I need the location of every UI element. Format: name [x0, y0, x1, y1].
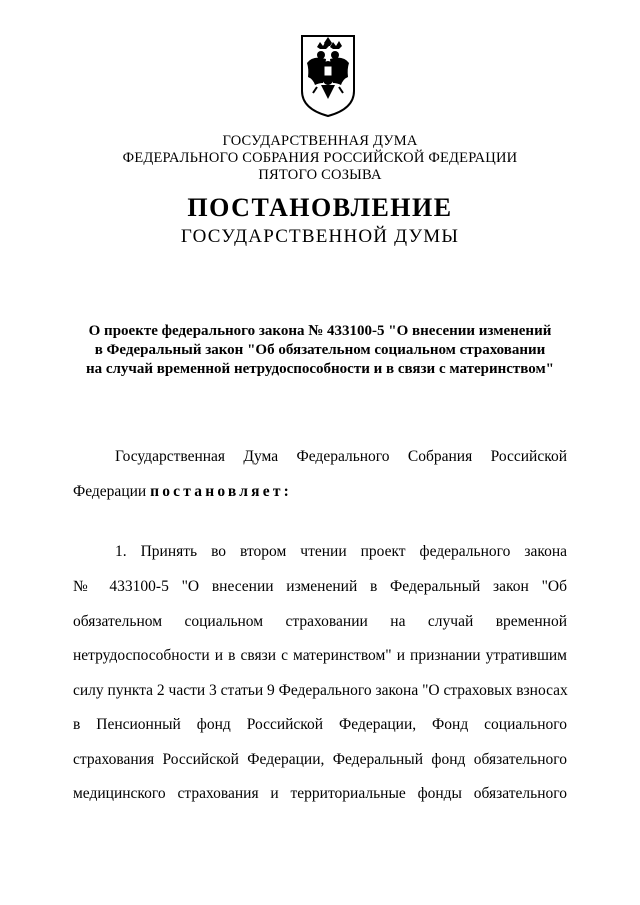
paragraph1-line5: силу пункта 2 части 3 статьи 9 Федерального закона "О страховых взносах	[73, 682, 568, 699]
convocation: ПЯТОГО СОЗЫВА	[258, 167, 382, 183]
paragraph-text: Принять во втором чтении проект федерального закона	[140, 543, 567, 560]
paragraph1-line1	[115, 542, 567, 562]
subject-line1: О проекте федерального закона № 433100-5 "О внесении изменений	[88, 323, 552, 339]
paragraph1-line8: медицинского страхования и территориальные фонды обязательного	[73, 785, 567, 802]
russian-coat-of-arms-icon	[299, 33, 357, 118]
org-name-line1: ГОСУДАРСТВЕННАЯ ДУМА	[222, 133, 418, 149]
document-issuer: ГОСУДАРСТВЕННОЙ ДУМЫ	[180, 226, 460, 247]
intro-line2	[73, 482, 567, 502]
paragraph1-line2: № 433100-5 "О внесении изменений в Федеральный закон "Об	[73, 578, 567, 595]
intro-federation: Федерации	[73, 483, 147, 500]
subject-line2: в Федеральный закон "Об обязательном социальном страховании	[94, 342, 546, 358]
paragraph1-line4: нетрудоспособности и в связи с материнством" и признании утратившим	[73, 647, 567, 664]
paragraph1-line6: в Пенсионный фонд Российской Федерации, Фонд социального	[73, 716, 567, 733]
subject-line3: на случай временной нетрудоспособности и в связи с материнством"	[85, 361, 555, 377]
paragraph1-line7: страхования Российской Федерации, Федеральный фонд обязательного	[73, 751, 567, 768]
intro-line1: Государственная Дума Федерального Собрания Российской	[115, 448, 567, 465]
decree-word: постановляет:	[150, 483, 292, 500]
org-name-line2: ФЕДЕРАЛЬНОГО СОБРАНИЯ РОССИЙСКОЙ ФЕДЕРАЦИИ	[122, 150, 518, 166]
paragraph1-line3: обязательном социальном страховании на случай временной	[73, 613, 567, 630]
document-type: ПОСТАНОВЛЕНИЕ	[187, 193, 453, 222]
paragraph-number: 1.	[115, 543, 127, 560]
